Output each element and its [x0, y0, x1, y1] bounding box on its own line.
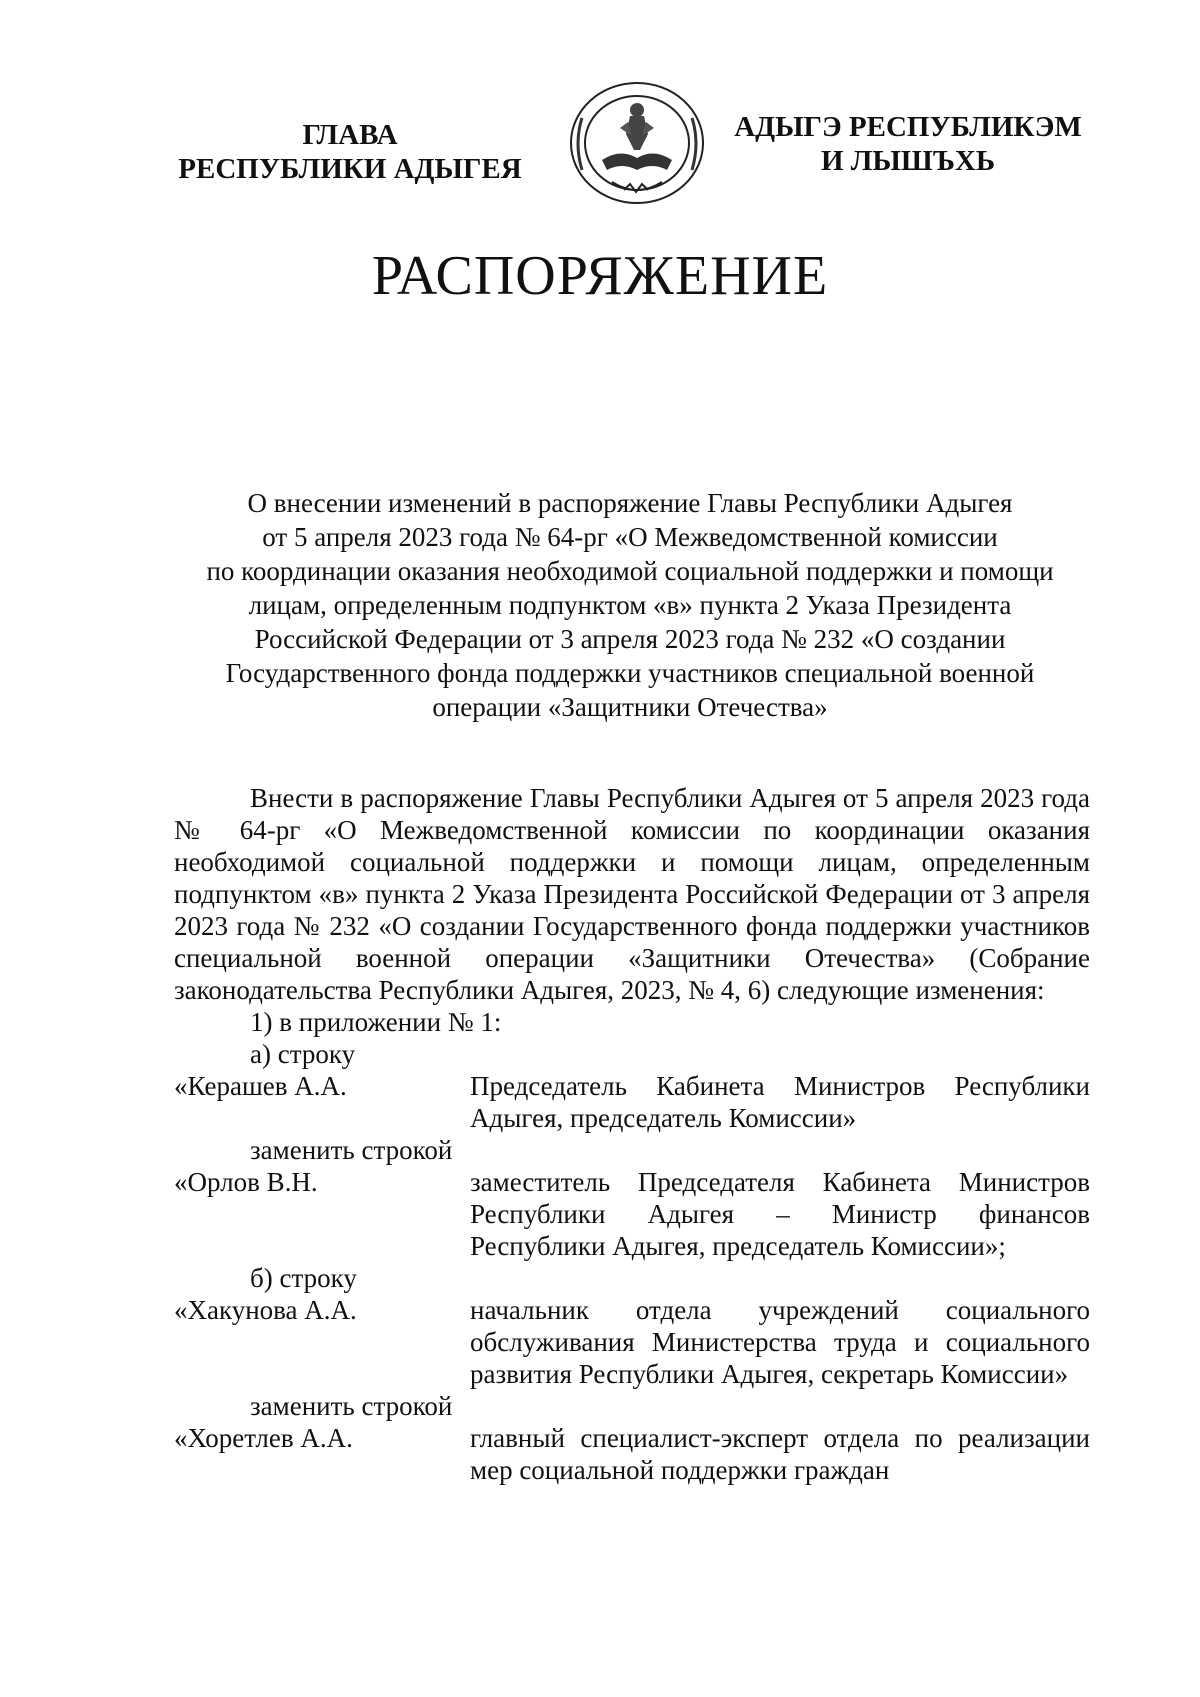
subject-line: О внесении изменений в распоряжение Главы Республики Адыгея [247, 488, 1013, 518]
header-left-line-1: ГЛАВА [302, 119, 398, 151]
row-a-new-role: заместитель Председателя Кабинета Министров Республики Адыгея – Министр финансов Республики Адыгея, председатель Комиссии»; [470, 1167, 1090, 1261]
subject-line: Государственного фонда поддержки участников специальной военной [225, 658, 1035, 688]
item-1: 1) в приложении № 1: [250, 1007, 502, 1037]
row-a-old-role: Председатель Кабинета Министров Республики Адыгея, председатель Комиссии» [470, 1071, 1090, 1133]
row-a-old-name: «Керашев А.А. [174, 1071, 347, 1101]
header-right-line-1: АДЫГЭ РЕСПУБЛИКЭМ [734, 111, 1082, 143]
header-right [718, 110, 1098, 178]
header-left [160, 118, 540, 186]
header-left-line-2: РЕСПУБЛИКИ АДЫГЕЯ [178, 153, 522, 185]
replace-a: заменить строкой [250, 1135, 453, 1165]
item-a: а) строку [250, 1039, 356, 1069]
intro-paragraph: Внести в распоряжение Главы Республики Адыгея от 5 апреля 2023 года № 64-рг «О Межведомственной комиссии по координации оказания необходимой социальной поддержки и помощи лицам, определенным подпунктом «в» пункта 2 Указа Президента Российской Федерации от 3 апреля 2023 года № 232 «О создании Государственного фонда поддержки участников специальной военной операции «Защитники Отечества» (Собрание законодательства Республики Адыгея, 2023, № 4, 6) следующие изменения: [174, 783, 1090, 1005]
subject-line: лицам, определенным подпунктом «в» пункта 2 Указа Президента [248, 590, 1012, 620]
header-right-line-2: И ЛЫШЪХЬ [820, 145, 996, 177]
document-title: РАСПОРЯЖЕНИЕ [371, 245, 829, 307]
row-b-new-name: «Хоретлев А.А. [174, 1423, 353, 1453]
row-b-old-role: начальник отдела учреждений социального обслуживания Министерства труда и социального развития Республики Адыгея, секретарь Комиссии» [470, 1295, 1090, 1389]
row-a-new-name: «Орлов В.Н. [174, 1167, 318, 1197]
replace-b: заменить строкой [250, 1391, 453, 1421]
subject-line: операции «Защитники Отечества» [432, 692, 828, 722]
row-b-new [174, 1422, 1090, 1486]
subject-line: от 5 апреля 2023 года № 64-рг «О Межведомственной комиссии [262, 522, 998, 552]
row-b-new-role: главный специалист-эксперт отдела по реализации мер социальной поддержки граждан [470, 1423, 1090, 1485]
subject-line: по координации оказания необходимой социальной поддержки и помощи [206, 556, 1054, 586]
row-a-new [174, 1166, 1090, 1262]
subject-line: Российской Федерации от 3 апреля 2023 года № 232 «О создании [254, 624, 1006, 654]
row-b-old [174, 1294, 1090, 1390]
document-subject [160, 486, 1100, 724]
item-b: б) строку [250, 1263, 357, 1293]
row-a-old [174, 1070, 1090, 1134]
coat-of-arms-emblem [562, 78, 712, 208]
row-b-old-name: «Хакунова А.А. [174, 1295, 357, 1325]
document-body [174, 782, 1090, 1486]
